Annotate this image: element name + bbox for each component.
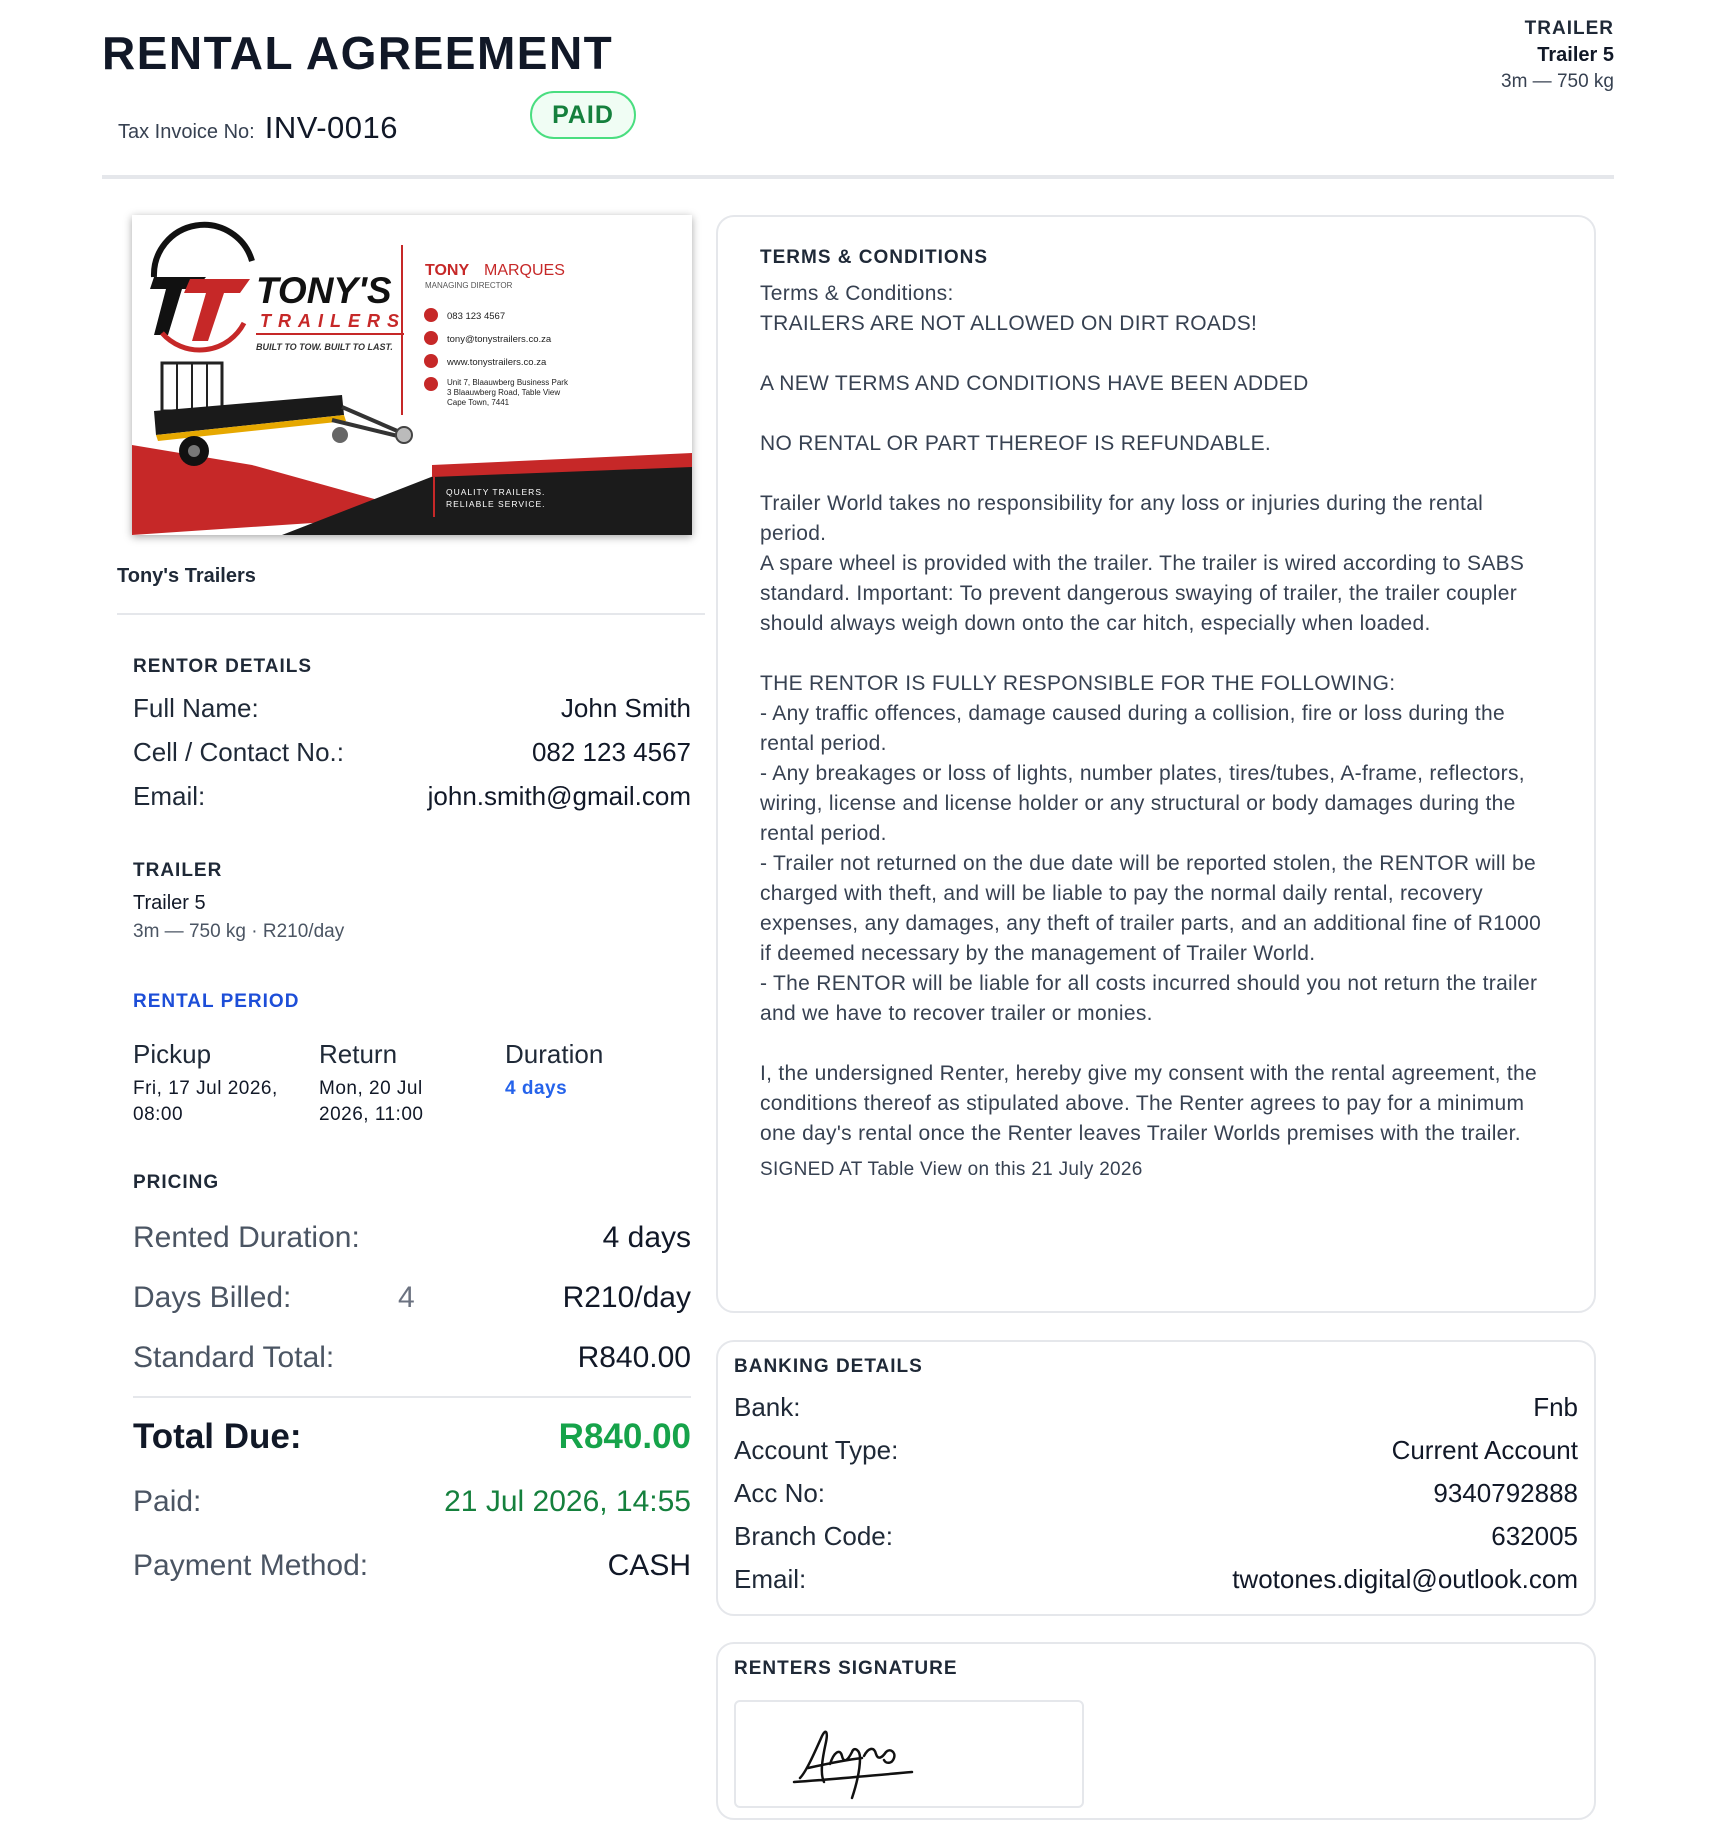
branch-code-row bbox=[734, 1522, 1578, 1550]
signature-scribble bbox=[736, 1702, 1082, 1806]
header-divider bbox=[102, 175, 1614, 179]
account-number-row bbox=[734, 1479, 1578, 1507]
pricing-divider bbox=[133, 1396, 691, 1398]
status-badge: PAID bbox=[530, 91, 636, 139]
days-billed-wrap bbox=[133, 1268, 691, 1328]
account-type-row bbox=[734, 1436, 1578, 1464]
header-trailer-name: Trailer 5 bbox=[1537, 44, 1614, 66]
field-label: Account Type: bbox=[734, 1435, 899, 1465]
location-pin-icon bbox=[424, 377, 438, 391]
terms-card bbox=[716, 215, 1596, 1313]
rental-period-title: RENTAL PERIOD bbox=[133, 991, 300, 1012]
field-value: John Smith bbox=[560, 693, 691, 723]
card-person-last: MARQUES bbox=[484, 262, 565, 279]
field-value: 082 123 4567 bbox=[531, 737, 691, 767]
rentor-details-section bbox=[133, 656, 691, 810]
business-card-image bbox=[132, 215, 692, 535]
header-trailer-spec: 3m — 750 kg bbox=[1501, 71, 1614, 92]
trailer-name: Trailer 5 bbox=[133, 892, 206, 914]
standard-total-label: Standard Total: bbox=[133, 1341, 335, 1374]
field-label: Email: bbox=[133, 781, 206, 811]
paid-label: Paid: bbox=[133, 1485, 202, 1518]
card-role: MANAGING DIRECTOR bbox=[425, 281, 513, 290]
field-value: john.smith@gmail.com bbox=[427, 781, 691, 811]
header-trailer-label: TRAILER bbox=[1524, 18, 1614, 39]
terms-title: TERMS & CONDITIONS bbox=[760, 247, 989, 268]
field-label: Email: bbox=[734, 1564, 807, 1594]
rentor-email-row bbox=[133, 782, 691, 810]
signature-title: RENTERS SIGNATURE bbox=[734, 1658, 958, 1679]
card-phone: 083 123 4567 bbox=[447, 311, 506, 322]
card-brand-name: TONY'S bbox=[256, 270, 392, 311]
mail-icon bbox=[424, 331, 438, 345]
return-date-line2: 2026, 11:00 bbox=[319, 1104, 424, 1125]
field-value: 9340792888 bbox=[1433, 1478, 1578, 1508]
rented-duration-value: 4 days bbox=[602, 1221, 691, 1254]
trailer-section-title: TRAILER bbox=[133, 860, 223, 881]
days-billed-rate: R210/day bbox=[562, 1281, 691, 1314]
rented-duration-label: Rented Duration: bbox=[133, 1221, 360, 1254]
payment-method-value: CASH bbox=[607, 1549, 691, 1582]
card-address-1: Unit 7, Blaauwberg Business Park bbox=[447, 378, 568, 387]
total-due-row bbox=[133, 1402, 691, 1472]
field-label: Full Name: bbox=[133, 693, 259, 723]
trailer-spec: 3m — 750 kg · R210/day bbox=[133, 921, 345, 942]
header-trailer-info bbox=[1501, 18, 1614, 93]
pickup-date-line1: Fri, 17 Jul 2026, bbox=[133, 1078, 278, 1099]
phone-icon bbox=[424, 308, 438, 322]
duration-column bbox=[505, 1039, 691, 1128]
bank-row bbox=[734, 1393, 1578, 1421]
pickup-label: Pickup bbox=[133, 1039, 212, 1069]
pickup-date bbox=[133, 1076, 319, 1128]
field-value: 632005 bbox=[1491, 1521, 1578, 1551]
invoice-label: Tax Invoice No: bbox=[118, 121, 255, 143]
standard-total-row bbox=[133, 1328, 691, 1388]
card-slogan-1: QUALITY TRAILERS. bbox=[446, 487, 546, 497]
field-label: Acc No: bbox=[734, 1478, 826, 1508]
field-label: Bank: bbox=[734, 1392, 801, 1422]
document-title: RENTAL AGREEMENT bbox=[102, 27, 614, 79]
rented-duration-row bbox=[133, 1208, 691, 1268]
banking-card bbox=[716, 1340, 1596, 1616]
field-label: Cell / Contact No.: bbox=[133, 737, 344, 767]
left-divider bbox=[117, 613, 705, 615]
card-tagline: BUILT TO TOW. BUILT TO LAST. bbox=[256, 342, 393, 352]
duration-label: Duration bbox=[505, 1039, 604, 1069]
card-email: tony@tonystrailers.co.za bbox=[447, 334, 552, 345]
payment-method-label: Payment Method: bbox=[133, 1549, 369, 1582]
rental-period-grid bbox=[133, 1039, 691, 1128]
globe-icon bbox=[424, 354, 438, 368]
return-label: Return bbox=[319, 1039, 398, 1069]
days-billed-label: Days Billed: bbox=[133, 1281, 292, 1314]
terms-body: Terms & Conditions: TRAILERS ARE NOT ALLOWED ON DIRT ROADS! A NEW TERMS AND CONDITIONS HAVE BEEN ADDED NO RENTAL OR PART THEREOF IS REFUNDABLE. Trailer World takes no responsibility for any loss or injuries during the rental period. A spare wheel is provided with the trailer. The trailer is wired according to SABS standard. Important: To prevent dangerous swaying of trailer, the trailer coupler should always weigh down onto the car hitch, especially when loaded. THE RENTOR IS FULLY RESPONSIBLE FOR THE FOLLOWING: - Any traffic offences, damage caused during a collision, fire or loss during the rental period. - Any breakages or loss of lights, number plates, tires/tubes, A-frame, reflectors, wiring, license and license holder or any structural or body damages during the rental period. - Trailer not returned on the due date will be reported stolen, the RENTOR will be charged with theft, and will be liable to pay the normal daily rental, recovery expenses, any damages, any theft of trailer parts, and an additional fine of R1000 if deemed necessary by the management of Trailer World. - The RENTOR will be liable for all costs incurred should you not return the trailer and we have to recover trailer or monies. I, the undersigned Renter, hereby give my consent with the rental agreement, the conditions thereof as stipulated above. The Renter agrees to pay for a minimum one day's rental once the Renter leaves Trailer Worlds premises with the trailer. bbox=[760, 282, 1542, 1145]
total-due-label: Total Due: bbox=[133, 1417, 302, 1456]
field-value: Current Account bbox=[1391, 1435, 1578, 1465]
signed-line: SIGNED AT Table View on this 21 July 2026 bbox=[760, 1159, 1143, 1180]
banking-title: BANKING DETAILS bbox=[734, 1356, 923, 1377]
return-column bbox=[319, 1039, 505, 1128]
paid-value: 21 Jul 2026, 14:55 bbox=[444, 1485, 691, 1518]
pickup-column bbox=[133, 1039, 319, 1128]
card-website: www.tonystrailers.co.za bbox=[447, 357, 547, 368]
pricing-section bbox=[133, 1172, 691, 1596]
business-card-caption: Tony's Trailers bbox=[117, 565, 256, 587]
card-address-3: Cape Town, 7441 bbox=[447, 398, 510, 407]
return-date bbox=[319, 1076, 505, 1128]
card-address-2: 3 Blaauwberg Road, Table View bbox=[447, 388, 561, 397]
rentor-full-name-row bbox=[133, 694, 691, 722]
banking-email-row bbox=[734, 1565, 1578, 1593]
card-brand-sub: TRAILERS bbox=[260, 311, 406, 331]
trailer-section bbox=[133, 860, 705, 943]
duration-value: 4 days bbox=[505, 1078, 568, 1099]
rental-period-section bbox=[133, 991, 691, 1128]
signature-box bbox=[734, 1700, 1084, 1808]
return-date-line1: Mon, 20 Jul bbox=[319, 1078, 423, 1099]
field-label: Branch Code: bbox=[734, 1521, 893, 1551]
rentor-section-title: RENTOR DETAILS bbox=[133, 656, 313, 677]
business-card-graphic bbox=[132, 215, 692, 535]
standard-total-value: R840.00 bbox=[577, 1341, 691, 1374]
days-billed-row bbox=[133, 1268, 691, 1328]
pickup-date-line2: 08:00 bbox=[133, 1104, 184, 1125]
card-person-first: TONY bbox=[425, 262, 470, 279]
field-value: twotones.digital@outlook.com bbox=[1232, 1564, 1578, 1594]
invoice-number: INV-0016 bbox=[264, 110, 398, 145]
pricing-title: PRICING bbox=[133, 1172, 220, 1193]
paid-row bbox=[133, 1472, 691, 1532]
days-billed-count: 4 bbox=[398, 1281, 415, 1314]
invoice-number-row bbox=[118, 110, 398, 146]
total-due-value: R840.00 bbox=[558, 1417, 691, 1456]
left-column bbox=[117, 215, 705, 1596]
field-value: Fnb bbox=[1533, 1392, 1578, 1422]
card-slogan-2: RELIABLE SERVICE. bbox=[446, 499, 546, 509]
payment-method-row bbox=[133, 1536, 691, 1596]
signature-card bbox=[716, 1642, 1596, 1820]
rentor-contact-row bbox=[133, 738, 691, 766]
document-header bbox=[102, 18, 1614, 178]
